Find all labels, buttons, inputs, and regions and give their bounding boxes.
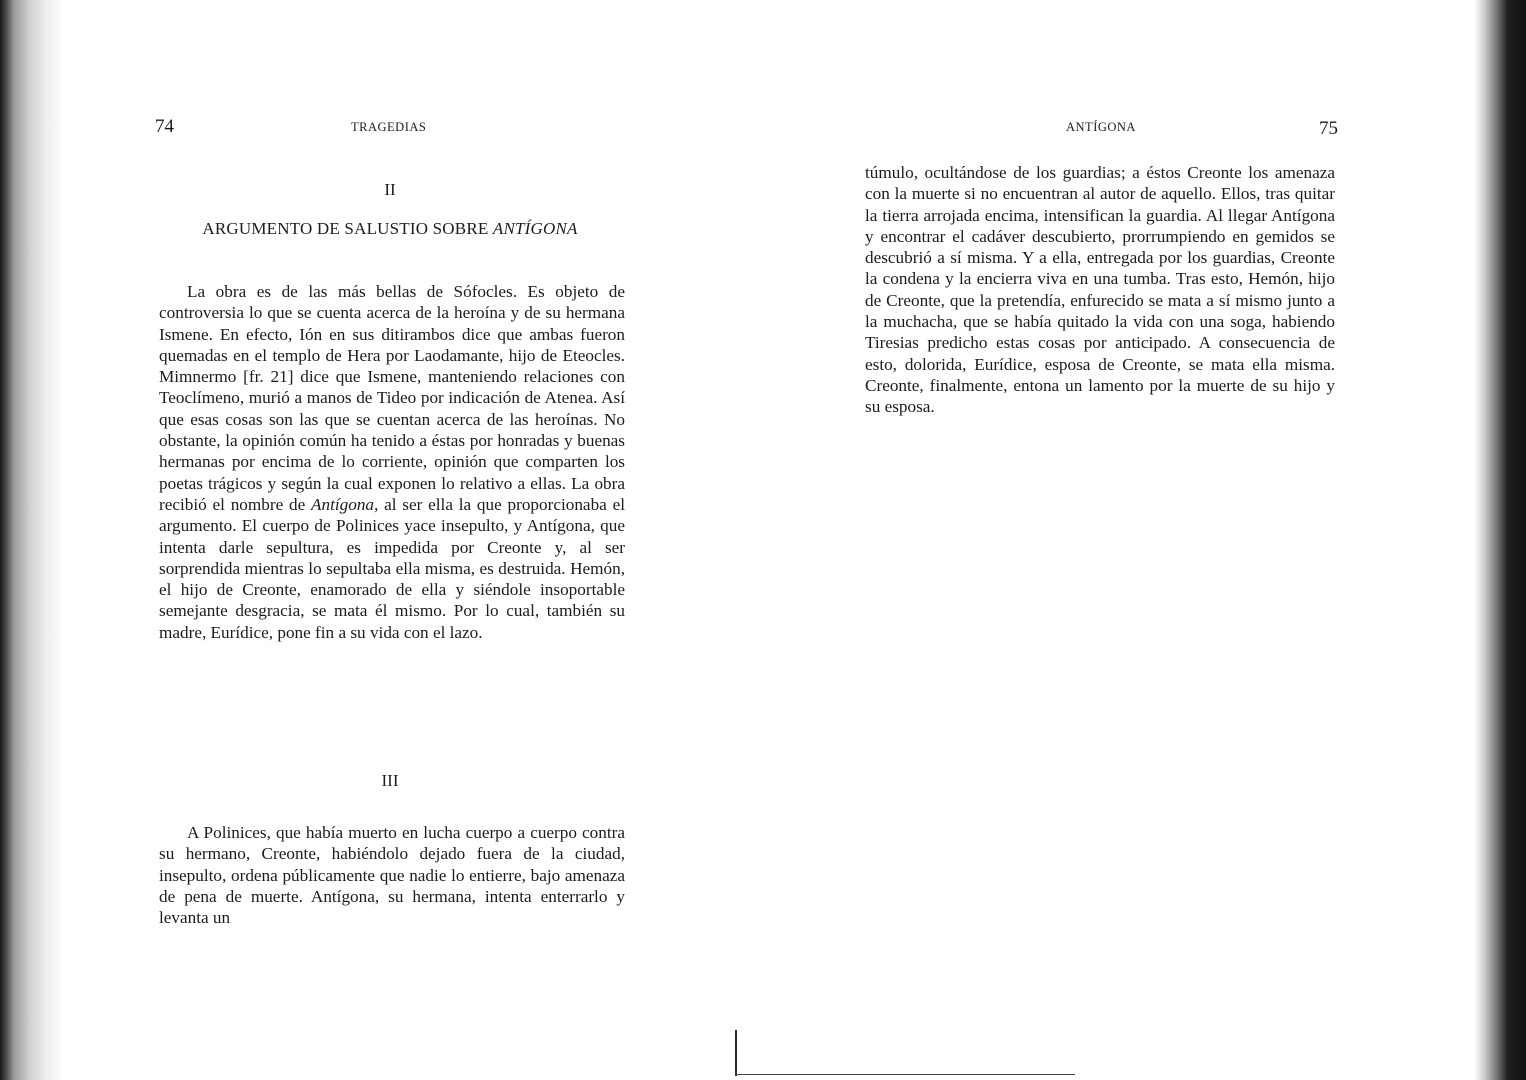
scan-binding-shadow-left	[0, 0, 64, 1080]
section-two-title-text: ARGUMENTO DE SALUSTIO SOBRE	[202, 219, 493, 238]
section-two-text-italic: Antígona,	[311, 494, 379, 514]
right-page-number: 75	[1319, 118, 1338, 139]
left-running-title: TRAGEDIAS	[351, 120, 427, 134]
section-three-paragraph	[159, 822, 625, 928]
right-running-title: ANTÍGONA	[1066, 120, 1136, 134]
gutter-mark	[735, 1030, 737, 1076]
section-three-numeral: III	[381, 771, 399, 790]
right-page-paragraph	[865, 162, 1335, 418]
left-running-head	[155, 116, 625, 144]
left-page-number: 74	[155, 116, 174, 137]
section-two-title-italic: ANTÍGONA	[492, 219, 578, 238]
right-running-head	[865, 116, 1338, 144]
section-two-numeral: II	[384, 180, 396, 199]
section-two-title	[155, 219, 625, 239]
scan-edge-shadow-right	[1474, 0, 1526, 1080]
section-three-text: A Polinices, que había muerto en lucha cuerpo a cuerpo contra su hermano, Creonte, habiéndolo dejado fuera de la ciudad, insepulto, ordena públicamente que nadie lo entierre, bajo amenaza de pena de muerte. Antígona, su hermana, intenta enterrarlo y levanta un	[159, 823, 625, 928]
section-two-text-part1: La obra es de las más bellas de Sófocles. Es objeto de controversia lo que se cuenta acerca de la heroína y de su hermana Ismene. En efecto, Ión en sus ditirambos dice que ambas fueron quemadas en el templo de Hera por Laodamante, hijo de Eteocles. Mimnermo [fr. 21] dice que Ismene, manteniendo relaciones con Teoclímeno, murió a manos de Tideo por indicación de Atenea. Así que esas cosas son las que se cuentan acerca de las heroínas. No obstante, la opinión común ha tenido a éstas por honradas y buenas hermanas por encima de lo corriente, opinión que comparten los poetas trágicos y según la cual exponen lo relativo a ellas. La obra recibió el nombre de	[159, 282, 625, 514]
left-page	[155, 0, 625, 1080]
section-two-text-part2: al ser ella la que proporcionaba el argumento. El cuerpo de Polinices yace insepulto, y Antígona, que intenta darle sepultura, es impedida por Creonte y, al ser sorprendida mientras lo sepultaba ella misma, es destruida. Hemón, el hijo de Creonte, enamorado de ella y siéndole insoportable semejante desgracia, se mata él mismo. Por lo cual, también su madre, Eurídice, pone fin a su vida con el lazo.	[159, 494, 625, 642]
section-two-paragraph	[159, 281, 625, 643]
right-page	[865, 0, 1338, 1080]
right-page-text: túmulo, ocultándose de los guardias; a éstos Creonte los amenaza con la muerte si no encuentran al autor de aquello. Ellos, tras quitar la tierra arrojada encima, intensifican la guardia. Al llegar Antígona y encontrar el cadáver descubierto, prorrumpiendo en gemidos se descubrió a sí misma. Y a ella, entregada por los guardias, Creonte la condena y la encierra viva en una tumba. Tras esto, Hemón, hijo de Creonte, que la pretendía, enfurecido se mata a sí mismo junto a la muchacha, que se había quitado la vida con una soga, habiendo Tiresias predicho estas cosas por anticipado. A consecuencia de esto, dolorida, Eurídice, esposa de Creonte, se mata ella misma. Creonte, finalmente, entona un lamento por la muerte de su hijo y su esposa.	[865, 163, 1335, 417]
